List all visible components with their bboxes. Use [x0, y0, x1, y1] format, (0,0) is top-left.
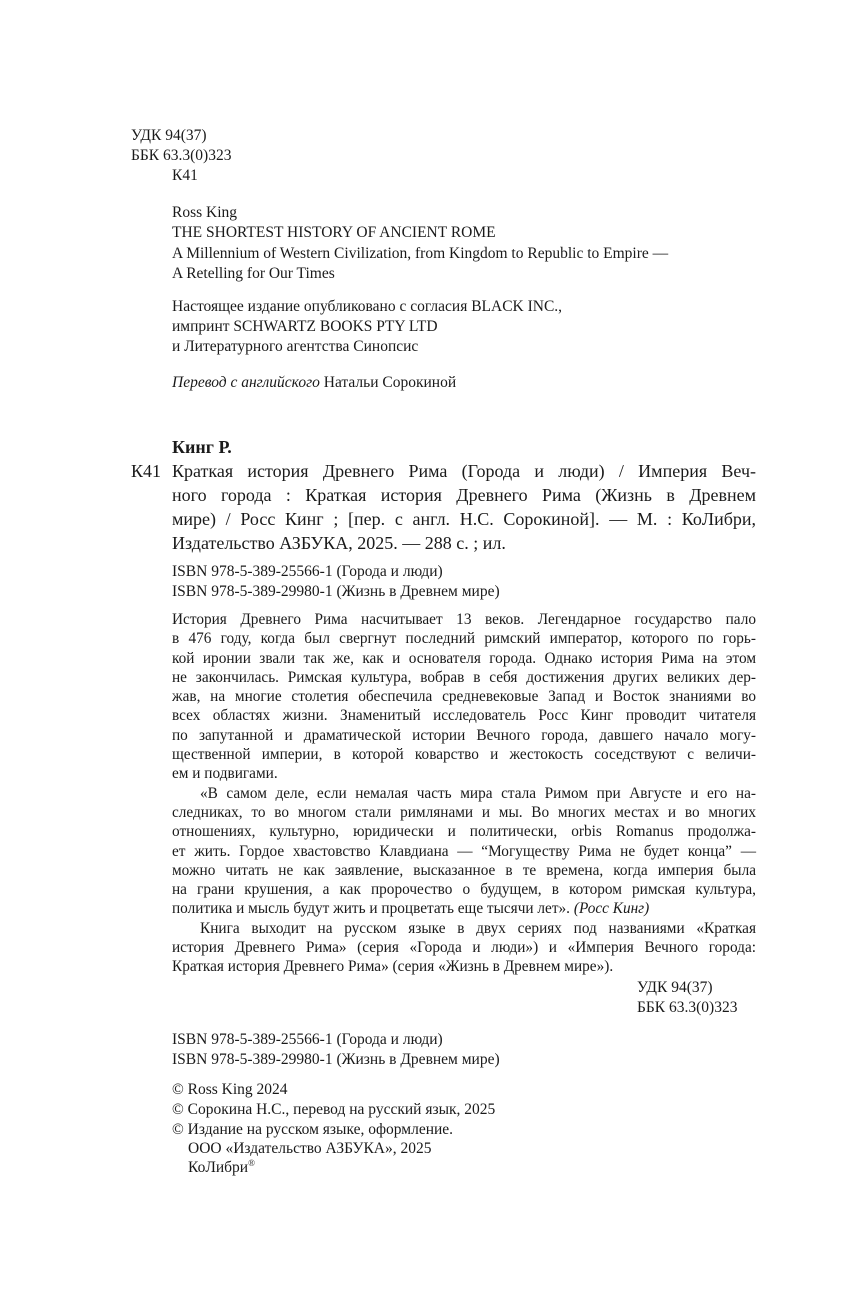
- annotation-p2-line: ет жить. Гордое хвастовство Клавдиана — “Могуществу Рима не будет конца” —: [172, 842, 756, 860]
- original-subtitle-2: A Retelling for Our Times: [172, 265, 335, 282]
- bbk-code-bottom: ББК 63.3(0)323: [637, 999, 738, 1016]
- record-line-3: мире) / Росс Кинг ; [пер. с англ. Н.С. Сорокиной]. — М. : КоЛибри,: [172, 509, 756, 529]
- publication-note-3: и Литературного агентства Синопсис: [172, 338, 419, 355]
- record-line-2: ного города : Краткая история Древнего Рима (Жизнь в Древнем: [172, 485, 756, 505]
- record-isbn-2: ISBN 978-5-389-29980-1 (Жизнь в Древнем мире): [172, 583, 500, 600]
- annotation-p2-line: отношениях, культурно, юридически и политически, orbis Romanus продолжа-: [172, 823, 756, 841]
- annotation-p1-line: кой иронии звали так же, как и основателя города. Однако история Рима на этом: [172, 649, 756, 667]
- original-subtitle-1: A Millennium of Western Civilization, from Kingdom to Republic to Empire —: [172, 245, 669, 262]
- annotation-p2-line: «В самом деле, если немалая часть мира стала Римом при Августе и его на-: [200, 784, 756, 802]
- annotation-p3-line: история Древнего Рима» (серия «Города и люди») и «Империя Вечного города:: [172, 939, 756, 957]
- annotation-p2-line: можно читать не как заявление, высказанное в те времена, когда империя была: [172, 861, 756, 879]
- annotation-p2-last-line: [172, 899, 756, 918]
- udk-code: УДК 94(37): [131, 127, 207, 144]
- isbn-bottom-2: ISBN 978-5-389-29980-1 (Жизнь в Древнем мире): [172, 1051, 500, 1068]
- annotation-p1-line: не закончилась. Римская культура, вобрав в себя достижения других великих дер-: [172, 668, 756, 686]
- record-isbn-1: ISBN 978-5-389-25566-1 (Города и люди): [172, 563, 443, 580]
- record-line-4: Издательство АЗБУКА, 2025. — 288 с. ; ил.: [172, 533, 506, 553]
- bbk-code: ББК 63.3(0)323: [131, 147, 232, 164]
- annotation-p1-line: всех областях жизни. Знаменитый исследователь Росс Кинг проводит читателя: [172, 707, 756, 725]
- copyright-line-3: © Издание на русском языке, оформление.: [172, 1121, 454, 1138]
- annotation-p2-line: на грани крушения, а как пророчество о будущем, в котором римская культура,: [172, 881, 756, 899]
- publication-note-2: импринт SCHWARTZ BOOKS PTY LTD: [172, 318, 438, 335]
- annotation-p3-line: Книга выходит на русском языке в двух сериях под названиями «Краткая: [200, 919, 756, 937]
- original-author: Ross King: [172, 204, 238, 221]
- publication-note-1: Настоящее издание опубликовано с согласия BLACK INC.,: [172, 298, 563, 315]
- copyright-line-5: [188, 1158, 255, 1178]
- author-mark: К41: [172, 167, 198, 184]
- annotation: [172, 610, 756, 977]
- annotation-p3-line: Краткая история Древнего Рима» (серия «Жизнь в Древнем мире»).: [172, 958, 614, 976]
- annotation-p1-line: ем и подвигами.: [172, 765, 278, 783]
- annotation-p1-line: щественной империи, в которой коварство и жестокость соседствуют с величи-: [172, 746, 756, 764]
- quote-source: (Росс Кинг): [573, 900, 650, 918]
- copyright-line-2: © Сорокина Н.С., перевод на русский язык, 2025: [172, 1101, 496, 1118]
- author-heading: Кинг Р.: [172, 437, 232, 457]
- translation-credit: [172, 373, 456, 393]
- copyright-line-1: © Ross King 2024: [172, 1081, 288, 1098]
- annotation-p1-line: жав, на многие столетия обеспечила средневековые Запад и Восток знаниями во: [172, 688, 756, 706]
- imprint-name: КоЛибри: [188, 1159, 249, 1176]
- annotation-p1-line: История Древнего Рима насчитывает 13 веков. Легендарное государство пало: [172, 611, 756, 628]
- annotation-p1-line: в 476 году, когда был свергнут последний римский император, которого по горь-: [172, 630, 756, 648]
- record-line-1: Краткая история Древнего Рима (Города и люди) / Империя Веч-: [172, 461, 756, 481]
- annotation-p2-line: следниках, то во многом стали римлянами и мы. Во многих местах и во многих: [172, 803, 756, 821]
- annotation-p1-line: по запутанной и драматической истории Вечного города, давшего начало могу-: [172, 726, 756, 744]
- copyright-line-4: ООО «Издательство АЗБУКА», 2025: [188, 1140, 432, 1157]
- udk-code-bottom: УДК 94(37): [637, 979, 713, 996]
- annotation-p2-line: политика и мысль будут жить и процветать еще тысячи лет».: [172, 900, 571, 918]
- original-title: THE SHORTEST HISTORY OF ANCIENT ROME: [172, 224, 496, 241]
- record-mark: К41: [131, 461, 162, 481]
- translator-name: Натальи Сорокиной: [323, 374, 457, 391]
- registered-mark: ®: [248, 1157, 255, 1168]
- translation-label: Перевод с английского: [172, 374, 320, 391]
- isbn-bottom-1: ISBN 978-5-389-25566-1 (Города и люди): [172, 1031, 443, 1048]
